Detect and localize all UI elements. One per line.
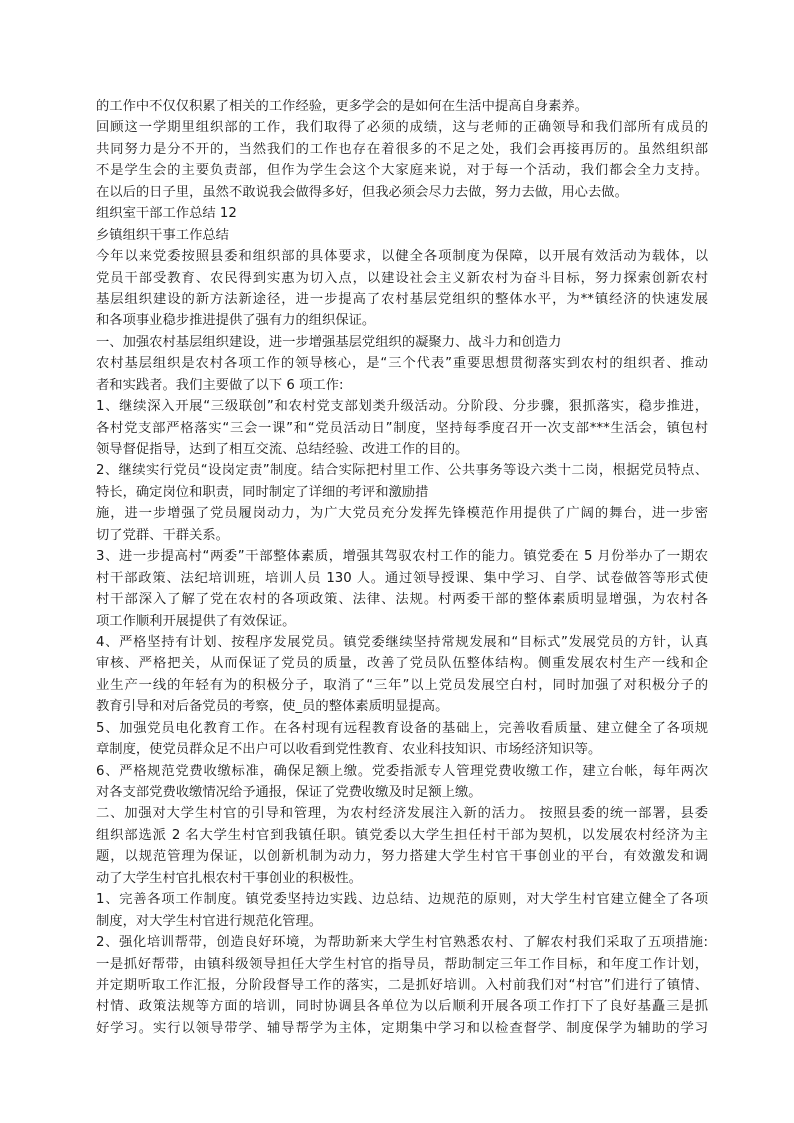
text-line: 制度，对大学生村官进行规范化管理。	[96, 913, 323, 929]
text-line: 4、严格坚持有计划、按程序发展党员。镇党委继续坚持常规发展和“目标式”发展党员的方针，认真	[96, 634, 708, 650]
text-line: 在以后的日子里，虽然不敢说我会做得多好，但我必须会尽力去做，努力去做，用心去做。	[96, 184, 628, 200]
heading-line: 一、加强农村基层组织建设，进一步增强基层党组织的凝聚力、战斗力和创造力	[96, 334, 562, 350]
text-line: 和各项事业稳步推进提供了强有力的组织保证。	[96, 313, 376, 329]
text-line: 农村基层组织是农村各项工作的领导核心，是“三个代表”重要思想贯彻落实到农村的组织者、推动	[96, 356, 708, 372]
text-line: 并定期听取工作汇报，分阶段督导工作的落实，二是抓好培训。入村前我们对“村官”们进行了镇情、	[96, 977, 708, 993]
text-line: 好学习。实行以领导带学、辅导帮学为主体，定期集中学习和以检查督学、制度保学为辅助的学习	[96, 1020, 708, 1036]
text-line: 1、继续深入开展“三级联创”和农村党支部划类升级活动。分阶段、分步骤，狠抓落实，稳步推进，	[96, 399, 708, 415]
text-line: 村干部政策、法纪培训班，培训人员 130 人。通过领导授课、集中学习、自学、试卷做答等形式使	[96, 570, 708, 586]
text-line: 切了党群、干群关系。	[96, 527, 229, 543]
text-line: 教育引导和对后备党员的考察，使_员的整体素质明显提高。	[96, 699, 449, 715]
document-page	[96, 96, 708, 1039]
section-subtitle: 乡镇组织干事工作总结	[96, 227, 229, 243]
text-line: 领导督促指导，达到了相互交流、总结经验、改进工作的目的。	[96, 442, 469, 457]
text-line: 组织部选派 2 名大学生村官到我镇任职。镇党委以大学生担任村干部为契机，以发展农村经济为主	[96, 827, 708, 843]
text-line: 审核、严格把关，从而保证了党员的质量，改善了党员队伍整体结构。侧重发展农村生产一线和企	[96, 656, 708, 672]
text-line: 特长，确定岗位和职责，同时制定了详细的考评和激励措	[96, 484, 429, 500]
text-line: 章制度，使党员群众足不出户可以收看到党性教育、农业科技知识、市场经济知识等。	[96, 742, 602, 758]
text-line: 各村党支部严格落实“三会一课”和“党员活动日”制度，坚持每季度召开一次支部***生活会，镇包村	[96, 420, 708, 436]
text-line: 2、继续实行党员“设岗定责”制度。结合实际把村里工作、公共事务等设六类十二岗，根据党员特点、	[96, 463, 708, 479]
text-line: 2、强化培训帮带，创造良好环境，为帮助新来大学生村官熟悉农村、了解农村我们采取了五项措施:	[96, 935, 708, 951]
text-line: 施，进一步增强了党员履岗动力，为广大党员充分发挥先锋模范作用提供了广阔的舞台，进一步密	[96, 506, 708, 522]
text-line: 共同努力是分不开的，当然我们的工作也存在着很多的不足之处，我们会再接再厉的。虽然组织部	[96, 141, 708, 157]
text-line: 1、完善各项工作制度。镇党委坚持边实践、边总结、边规范的原则，对大学生村官建立健全了各项	[96, 892, 708, 908]
section-title: 组织室干部工作总结 12	[96, 206, 237, 222]
text-line: 回顾这一学期里组织部的工作，我们取得了必须的成绩，这与老师的正确领导和我们部所有成员的	[96, 120, 708, 136]
text-line: 不是学生会的主要负责部，但作为学生会这个大家庭来说，对于每一个活动，我们都会全力支持。	[96, 163, 708, 179]
text-line: 对各支部党费收缴情况给予通报，保证了党费收缴及时足额上缴。	[96, 785, 482, 800]
text-line: 项工作顺利开展提供了有效保证。	[96, 613, 296, 629]
text-line: 今年以来党委按照县委和组织部的具体要求，以健全各项制度为保障，以开展有效活动为载体，以	[96, 249, 708, 265]
text-line: 基层组织建设的新方法新途径，进一步提高了农村基层党组织的整体水平，为**镇经济的快速发展	[96, 291, 708, 307]
text-line: 3、进一步提高村“两委”干部整体素质，增强其驾驭农村工作的能力。镇党委在 5 月份举办了一期农	[96, 549, 708, 565]
text-line: 二、加强对大学生村官的引导和管理，为农村经济发展注入新的活力。 按照县委的统一部署，县委	[96, 806, 708, 822]
text-line: 5、加强党员电化教育工作。在各村现有远程教育设备的基础上，完善收看质量、建立健全了各项规	[96, 720, 708, 736]
text-line: 者和实践者。我们主要做了以下 6 项工作:	[96, 377, 344, 393]
text-line: 6、严格规范党费收缴标准，确保足额上缴。党委指派专人管理党费收缴工作，建立台帐，每年两次	[96, 763, 708, 779]
text-line: 一是抓好帮带，由镇科级领导担任大学生村官的指导员，帮助制定三年工作目标，和年度工作计划，	[96, 956, 708, 972]
text-line: 党员干部受教育、农民得到实惠为切入点，以建设社会主义新农村为奋斗目标，努力探索创新农村	[96, 270, 708, 286]
text-line: 村干部深入了解了党在农村的各项政策、法律、法规。村两委干部的整体素质明显增强，为农村各	[96, 592, 708, 608]
text-line: 业生产一线的年轻有为的积极分子，取消了“三年”以上党员发展空白村，同时加强了对积极分子的	[96, 677, 708, 693]
text-line: 题，以规范管理为保证，以创新机制为动力，努力搭建大学生村官干事创业的平台，有效激发和调	[96, 849, 708, 865]
text-line: 的工作中不仅仅积累了相关的工作经验，更多学会的是如何在生活中提高自身素养。	[96, 99, 588, 114]
text-line: 村情、政策法规等方面的培训，同时协调县各单位为以后顺利开展各项工作打下了良好基矗三是抓	[96, 999, 708, 1015]
text-line: 动了大学生村官扎根农村干事创业的积极性。	[96, 870, 362, 886]
